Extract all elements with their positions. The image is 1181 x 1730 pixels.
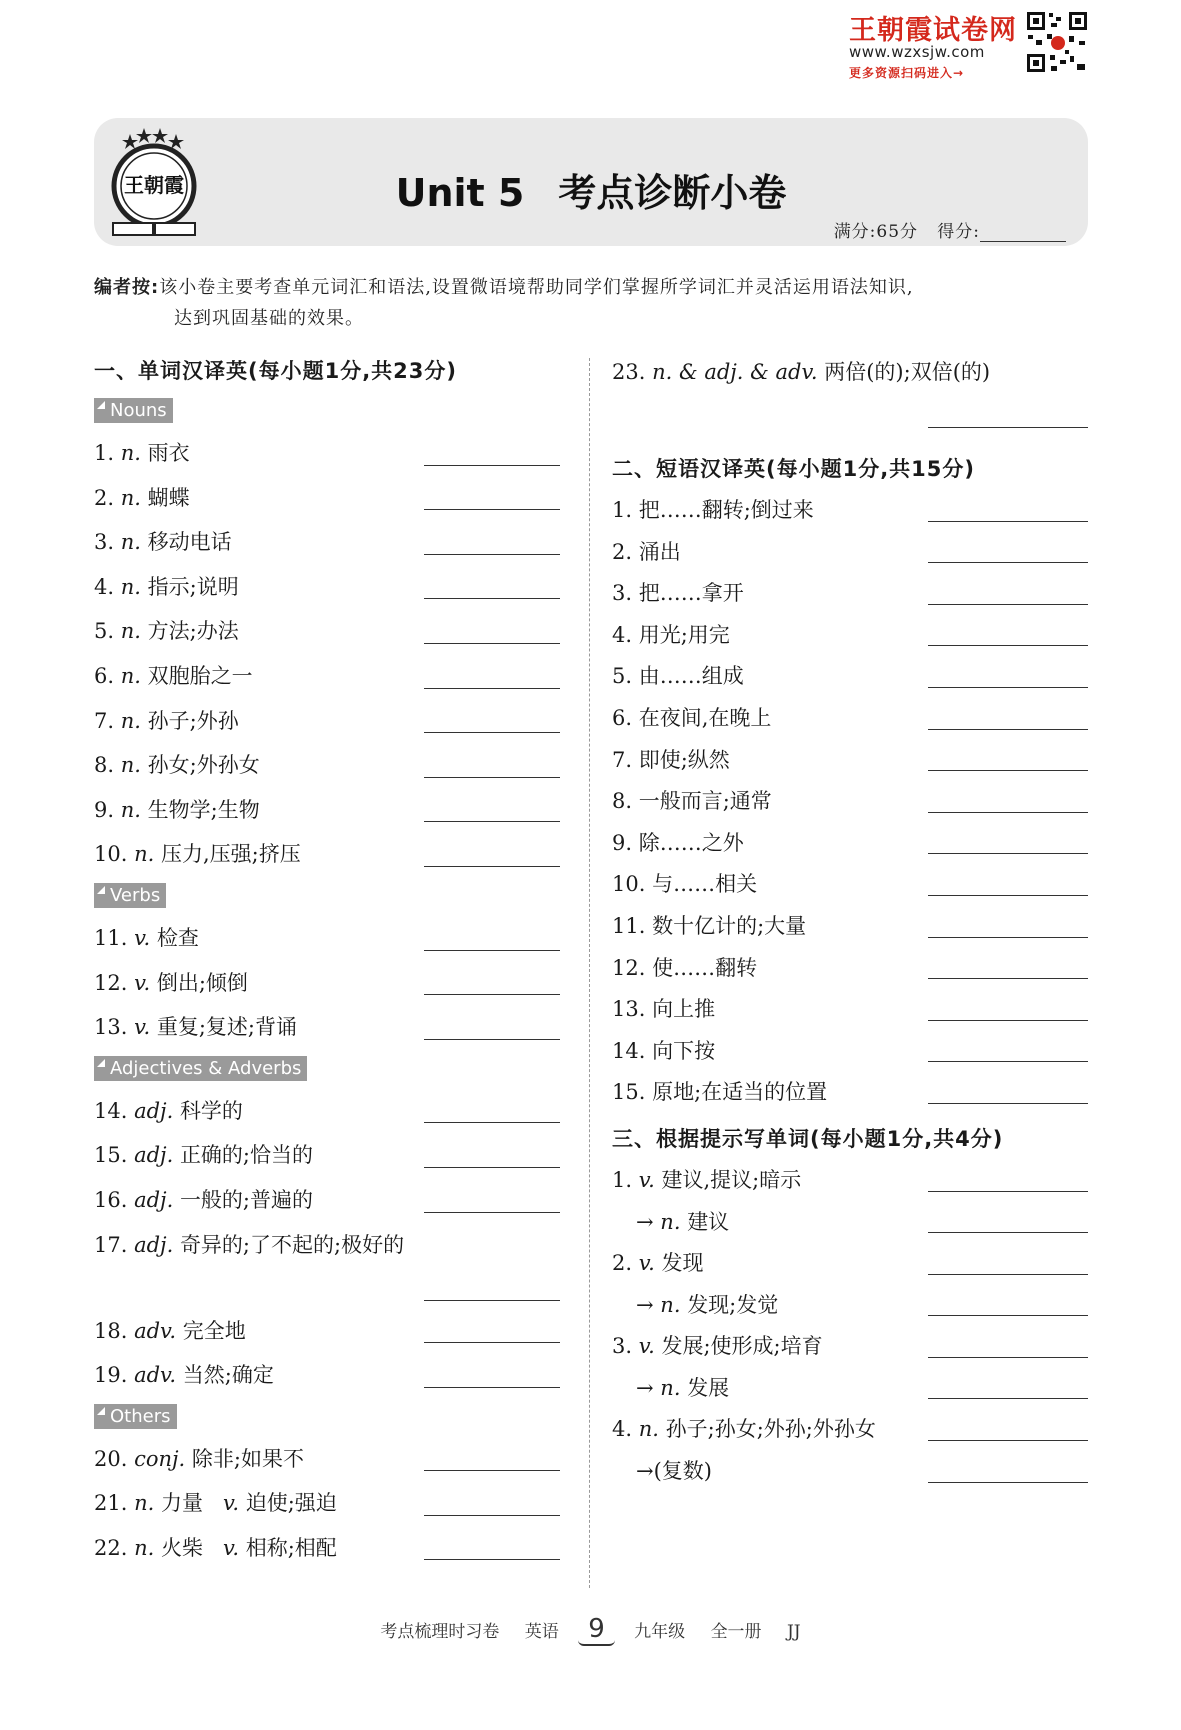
item-pos: adv. — [134, 1363, 177, 1388]
qr-code-icon[interactable] — [1025, 10, 1089, 74]
word-item — [94, 565, 560, 610]
answer-line[interactable] — [424, 1387, 560, 1388]
word-item — [94, 1089, 560, 1134]
answer-line[interactable] — [928, 770, 1088, 771]
item-num: 5. — [94, 619, 115, 644]
answer-line[interactable] — [424, 598, 560, 599]
item-pos: n. — [120, 753, 141, 778]
item-pos: n. — [120, 797, 141, 822]
answer-line[interactable] — [928, 1061, 1088, 1062]
answer-line[interactable] — [424, 1039, 560, 1040]
tag-nouns: Nouns — [94, 398, 173, 423]
item-pos2: v. — [222, 1535, 240, 1560]
item-text: 除非;如果不 — [191, 1446, 304, 1471]
brand-name: 王朝霞试卷网 — [849, 15, 1017, 46]
tag-verbs: Verbs — [94, 883, 166, 908]
answer-line[interactable] — [928, 645, 1088, 646]
tag-adjectives-adverbs: Adjectives & Adverbs — [94, 1056, 307, 1081]
item-pos: adv. — [134, 1318, 177, 1343]
answer-line[interactable] — [928, 895, 1088, 896]
answer-line[interactable] — [928, 812, 1088, 813]
unit-label: Unit 5 — [395, 171, 525, 215]
item-pos: n. — [120, 530, 141, 555]
phrase-text: 8. 一般而言;通常 — [612, 789, 772, 814]
page-footer — [0, 1614, 1181, 1646]
item-pos: n. — [120, 619, 141, 644]
item-text: 科学的 — [179, 1098, 243, 1123]
answer-line[interactable] — [928, 729, 1088, 730]
word-item — [94, 1223, 560, 1309]
right-column — [612, 350, 1088, 1493]
item-text: 发展 — [687, 1375, 730, 1400]
tag-others: Others — [94, 1404, 177, 1429]
answer-line[interactable] — [928, 1103, 1088, 1104]
item-text: 倒出;倾倒 — [156, 970, 248, 995]
item-num: 20. — [94, 1446, 128, 1471]
item-text: 重复;复述;背诵 — [156, 1015, 297, 1040]
word-item — [94, 832, 560, 877]
footer-subject: 英语 — [524, 1622, 559, 1642]
phrase-text: 15. 原地;在适当的位置 — [612, 1080, 828, 1105]
item-text: 当然;确定 — [182, 1363, 274, 1388]
item-pos: adj. — [134, 1232, 174, 1257]
phrase-text: 12. 使……翻转 — [612, 955, 758, 980]
item-pos: n. — [660, 1292, 681, 1317]
section3-title: 三、根据提示写单词(每小题1分,共4分) — [612, 1126, 1004, 1151]
answer-line[interactable] — [928, 1020, 1088, 1021]
item-pos2: v. — [222, 1491, 240, 1516]
note-line1: 该小卷主要考查单元词汇和语法,设置微语境帮助同学们掌握所学词汇并灵活运用语法知识, — [159, 277, 914, 298]
item-num: 1. — [612, 1167, 633, 1192]
item-text: 发现 — [661, 1251, 704, 1276]
phrase-text: 6. 在夜间,在晚上 — [612, 705, 772, 730]
answer-line[interactable] — [424, 1559, 560, 1560]
item-text: 孙子;外孙 — [147, 708, 239, 733]
item-pos: n. — [638, 1417, 659, 1442]
answer-line[interactable] — [424, 643, 560, 644]
hint-item — [612, 1243, 1088, 1285]
item-num: 8. — [94, 753, 115, 778]
item-text: 奇异的;了不起的;极好的 — [179, 1232, 405, 1257]
note-label: 编者按: — [94, 277, 160, 298]
item-pos: n. — [660, 1209, 681, 1234]
word-item — [94, 431, 560, 476]
footer-volume: 全一册 — [710, 1622, 762, 1642]
answer-line[interactable] — [424, 950, 560, 951]
item-num: 17. — [94, 1232, 128, 1257]
answer-line[interactable] — [424, 1470, 560, 1471]
answer-line[interactable] — [424, 866, 560, 867]
answer-line[interactable] — [928, 1482, 1088, 1483]
answer-line[interactable] — [928, 687, 1088, 688]
footer-book: 考点梳理时习卷 — [380, 1622, 500, 1642]
phrase-text: 9. 除……之外 — [612, 830, 744, 855]
phrase-item — [612, 989, 1088, 1031]
item-pos: n. & adj. & adv. — [652, 360, 818, 384]
page-number: 9 — [578, 1614, 615, 1646]
item-text: 移动电话 — [147, 530, 232, 555]
phrase-text: 1. 把……翻转;倒过来 — [612, 498, 814, 522]
word-item — [94, 520, 560, 565]
word-item — [94, 961, 560, 1006]
item-pos: adj. — [134, 1187, 174, 1212]
phrase-text: 10. 与……相关 — [612, 872, 758, 897]
item-num: 19. — [94, 1363, 128, 1388]
answer-line[interactable] — [928, 1232, 1088, 1233]
item-text: 完全地 — [182, 1318, 246, 1343]
item-num: 12. — [94, 970, 128, 995]
item-text: 建议 — [687, 1209, 730, 1234]
item-num: 22. — [94, 1535, 128, 1560]
item-num: 18. — [94, 1318, 128, 1343]
page-title — [94, 162, 1088, 217]
brand-block — [849, 8, 1089, 80]
item-pos: v. — [134, 925, 151, 950]
word-item — [94, 743, 560, 788]
phrase-text: 2. 涌出 — [612, 539, 681, 564]
column-divider — [589, 358, 590, 1588]
answer-line[interactable] — [928, 978, 1088, 979]
answer-line[interactable] — [928, 604, 1088, 605]
item-num: 4. — [612, 1417, 633, 1442]
derived-item — [612, 1451, 1088, 1493]
item-num: 2. — [612, 1251, 633, 1276]
item-num: 15. — [94, 1143, 128, 1168]
hint-item — [612, 1160, 1088, 1202]
brand-url[interactable]: www.wzxsjw.com — [849, 43, 985, 61]
phrase-item — [612, 1031, 1088, 1073]
score-area — [834, 217, 1066, 242]
phrase-text: 11. 数十亿计的;大量 — [612, 913, 807, 938]
item-text: 检查 — [156, 925, 199, 950]
answer-line[interactable] — [424, 1515, 560, 1516]
answer-line[interactable] — [928, 937, 1088, 938]
hint-item — [612, 1409, 1088, 1451]
phrase-text: 7. 即使;纵然 — [612, 747, 730, 772]
item-num: 2. — [94, 485, 115, 510]
item-text2: 迫使;强迫 — [245, 1491, 337, 1516]
phrase-item — [612, 823, 1088, 865]
derived-item — [612, 1202, 1088, 1244]
item-num: 3. — [612, 1334, 633, 1359]
answer-line[interactable] — [424, 1167, 560, 1168]
derived-item — [612, 1368, 1088, 1410]
item-num: 9. — [94, 797, 115, 822]
phrase-item — [612, 490, 1088, 532]
arrow-icon: → — [636, 1209, 654, 1234]
phrase-text: 5. 由……组成 — [612, 664, 744, 689]
item-num: 10. — [94, 842, 128, 867]
arrow-icon: → — [636, 1459, 654, 1484]
item-text: 孙子;孙女;外孙;外孙女 — [665, 1417, 876, 1442]
left-column — [94, 350, 560, 1570]
answer-line[interactable] — [928, 1398, 1088, 1399]
title-text: 考点诊断小卷 — [558, 171, 787, 215]
word-item — [94, 788, 560, 833]
item-pos: n. — [120, 663, 141, 688]
phrase-item — [612, 1072, 1088, 1114]
word-item — [94, 1133, 560, 1178]
item-pos: conj. — [134, 1446, 186, 1471]
item-num: 11. — [94, 925, 128, 950]
phrase-item — [612, 781, 1088, 823]
phrase-text: 13. 向上推 — [612, 997, 716, 1022]
item-text: 两倍(的);双倍(的) — [824, 360, 991, 384]
item-text: 力量 — [160, 1491, 203, 1516]
item-text: 生物学;生物 — [147, 797, 260, 822]
word-item — [94, 699, 560, 744]
item-pos: v. — [134, 1015, 151, 1040]
item-pos: n. — [120, 485, 141, 510]
word-item — [94, 1526, 560, 1571]
item-num: 7. — [94, 708, 115, 733]
item-pos: n. — [660, 1375, 681, 1400]
header-bar — [94, 118, 1088, 246]
answer-line[interactable] — [424, 994, 560, 995]
item-num: 1. — [94, 441, 115, 465]
item-pos: n. — [120, 708, 141, 733]
item-pos: n. — [120, 441, 141, 465]
item-pos: n. — [134, 1535, 155, 1560]
answer-line[interactable] — [424, 1212, 560, 1213]
answer-line[interactable] — [928, 1357, 1088, 1358]
arrow-icon: → — [636, 1292, 654, 1317]
full-score: 满分:65分 — [833, 222, 919, 242]
item-text: 压力,压强;挤压 — [160, 842, 301, 867]
phrase-item — [612, 656, 1088, 698]
answer-line[interactable] — [424, 465, 560, 466]
item-num: 23. — [612, 360, 646, 384]
word-item — [94, 1481, 560, 1526]
phrase-item — [612, 573, 1088, 615]
answer-line[interactable] — [928, 1191, 1088, 1192]
score-label: 得分: — [937, 222, 980, 242]
item-num: 21. — [94, 1491, 128, 1516]
phrase-text: 4. 用光;用完 — [612, 622, 730, 647]
item-num: 16. — [94, 1187, 128, 1212]
item-num: 13. — [94, 1015, 128, 1040]
phrase-text: 14. 向下按 — [612, 1038, 716, 1063]
answer-line[interactable] — [424, 732, 560, 733]
word-item — [94, 916, 560, 961]
footer-grade: 九年级 — [634, 1622, 686, 1642]
item-text: 方法;办法 — [147, 619, 239, 644]
item-pos: n. — [120, 574, 141, 599]
answer-line[interactable] — [424, 688, 560, 689]
word-item — [94, 1178, 560, 1223]
item-text: 火柴 — [160, 1535, 203, 1560]
item-pos: v. — [638, 1251, 655, 1276]
answer-line[interactable] — [928, 1315, 1088, 1316]
item-text: 建议,提议;暗示 — [661, 1167, 802, 1192]
answer-line[interactable] — [424, 777, 560, 778]
answer-line[interactable] — [424, 1342, 560, 1343]
phrase-item — [612, 615, 1088, 657]
item-pos: v. — [134, 970, 151, 995]
item-num: 4. — [94, 574, 115, 599]
item-num: 14. — [94, 1098, 128, 1123]
item-pos: v. — [638, 1167, 655, 1192]
phrase-item — [612, 948, 1088, 990]
word-item — [94, 609, 560, 654]
item-pos: n. — [134, 1491, 155, 1516]
answer-line[interactable] — [928, 1440, 1088, 1441]
item-text: 一般的;普遍的 — [179, 1187, 314, 1212]
answer-line[interactable] — [424, 1300, 560, 1301]
score-blank[interactable] — [980, 225, 1066, 242]
answer-line[interactable] — [928, 427, 1088, 428]
item-text: 发展;使形成;培育 — [661, 1334, 823, 1359]
answer-line[interactable] — [424, 821, 560, 822]
answer-line[interactable] — [424, 1122, 560, 1123]
derived-item — [612, 1285, 1088, 1327]
answer-line[interactable] — [928, 853, 1088, 854]
footer-edition: JJ — [786, 1622, 801, 1642]
phrase-item — [612, 740, 1088, 782]
hint-item — [612, 1326, 1088, 1368]
phrase-item — [612, 698, 1088, 740]
brand-more: 更多资源扫码进入→ — [849, 66, 965, 80]
item-text: 发现;发觉 — [687, 1292, 779, 1317]
item-num: 6. — [94, 663, 115, 688]
answer-line[interactable] — [424, 509, 560, 510]
editor-note — [94, 272, 1084, 334]
item-text: 指示;说明 — [147, 574, 239, 599]
item-text: 正确的;恰当的 — [179, 1143, 314, 1168]
phrase-item — [612, 864, 1088, 906]
word-item — [94, 1353, 560, 1398]
section2-title: 二、短语汉译英(每小题1分,共15分) — [612, 457, 976, 481]
word-item-23 — [612, 350, 1088, 436]
item-num: 3. — [94, 530, 115, 555]
word-item — [94, 1309, 560, 1354]
arrow-icon: → — [636, 1375, 654, 1400]
item-pos: n. — [134, 842, 155, 867]
word-item — [94, 1437, 560, 1482]
answer-line[interactable] — [928, 562, 1088, 563]
word-item — [94, 1005, 560, 1050]
item-pos: adj. — [134, 1143, 174, 1168]
item-text: 蝴蝶 — [147, 485, 190, 510]
item-text: 雨衣 — [147, 441, 190, 465]
phrase-text: 3. 把……拿开 — [612, 581, 744, 606]
logo-text: 王朝霞 — [124, 173, 184, 197]
answer-line[interactable] — [928, 1274, 1088, 1275]
item-text: 孙女;外孙女 — [147, 753, 260, 778]
note-line2: 达到巩固基础的效果。 — [174, 308, 364, 329]
item-text2: 相称;相配 — [245, 1535, 337, 1560]
word-item — [94, 654, 560, 699]
word-item — [94, 476, 560, 521]
item-text: (复数) — [653, 1459, 712, 1484]
section1-title: 一、单词汉译英(每小题1分,共23分) — [94, 359, 458, 383]
phrase-item — [612, 532, 1088, 574]
answer-line[interactable] — [424, 554, 560, 555]
item-pos: adj. — [134, 1098, 174, 1123]
phrase-item — [612, 906, 1088, 948]
item-text: 双胞胎之一 — [147, 663, 253, 688]
answer-line[interactable] — [928, 521, 1088, 522]
item-pos: v. — [638, 1334, 655, 1359]
